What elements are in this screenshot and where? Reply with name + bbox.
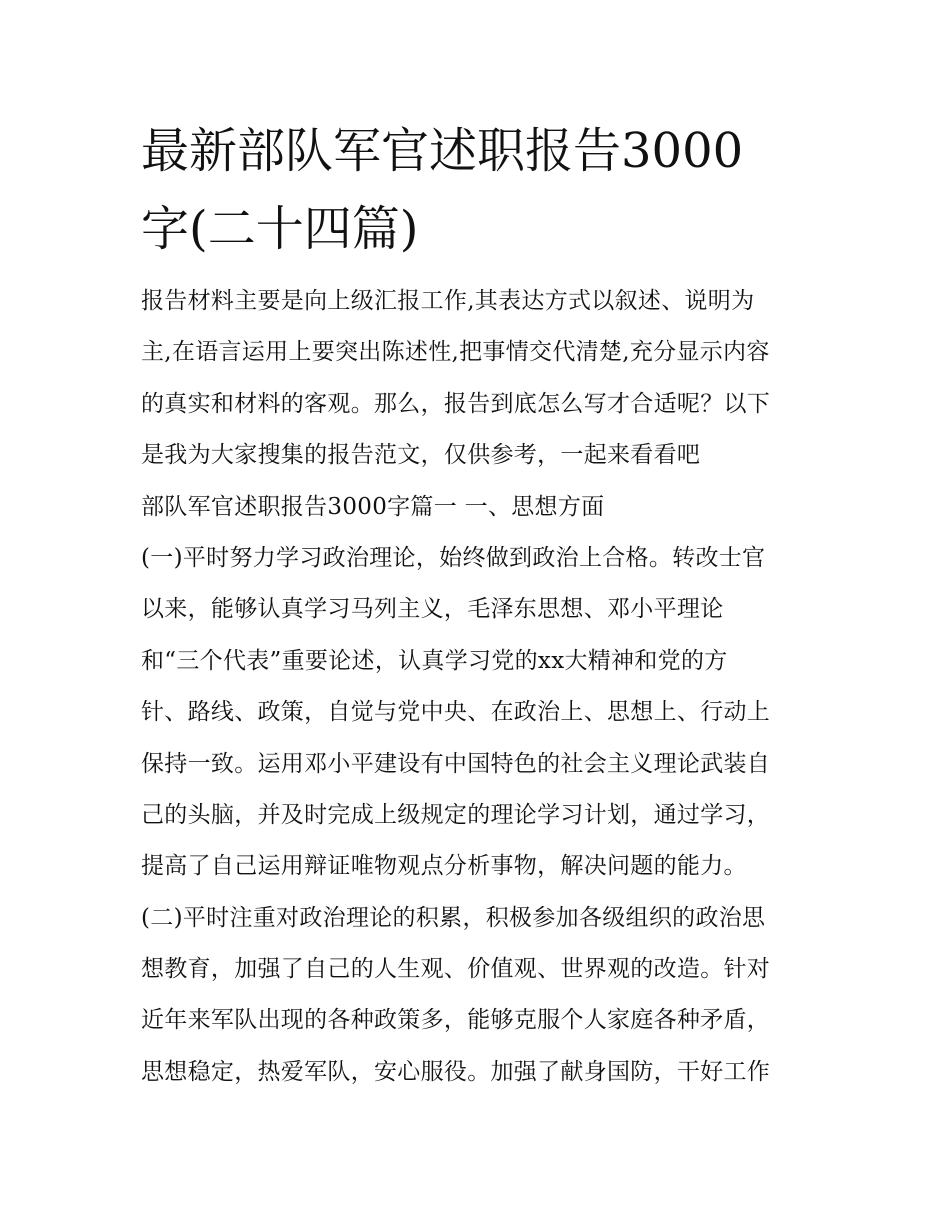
body-line: (二)平时注重对政治理论的积累，积极参加各级组织的政治思 [141, 904, 766, 931]
body-line: 以来，能够认真学习马列主义，毛泽东思想、邓小平理论 [141, 596, 724, 623]
document-body [141, 276, 821, 1098]
body-line: 保持一致。运用邓小平建设有中国特色的社会主义理论武装自 [141, 750, 771, 777]
title-line-1: 最新部队军官述职报告3000 [141, 123, 744, 179]
body-line: 报告材料主要是向上级汇报工作,其表达方式以叙述、说明为 [141, 288, 755, 314]
body-line: (一)平时努力学习政治理论，始终做到政治上合格。转改士官 [141, 544, 766, 571]
body-line: 是我为大家搜集的报告范文，仅供参考，一起来看看吧 [141, 442, 701, 469]
body-line: 主,在语言运用上要突出陈述性,把事情交代清楚,充分显示内容 [141, 339, 770, 366]
body-line: 想教育，加强了自己的人生观、价值观、世界观的改造。针对 [141, 956, 771, 983]
body-line: 针、路线、政策，自觉与党中央、在政治上、思想上、行动上 [141, 699, 771, 726]
body-line: 的真实和材料的客观。那么，报告到底怎么写才合适呢？以下 [141, 390, 771, 417]
document-title [141, 112, 821, 268]
body-line: 己的头脑，并及时完成上级规定的理论学习计划，通过学习， [141, 801, 771, 828]
title-line-2: 字(二十四篇) [141, 201, 419, 257]
body-line: 思想稳定，热爱军队，安心服役。加强了献身国防，干好工作 [141, 1058, 771, 1085]
body-line: 提高了自己运用辩证唯物观点分析事物，解决问题的能力。 [141, 853, 747, 880]
body-line: 和“三个代表”重要论述，认真学习党的xx大精神和党的方 [141, 647, 728, 674]
section-heading-line: 部队军官述职报告3000字篇一 一、思想方面 [141, 493, 605, 520]
body-line: 近年来军队出现的各种政策多，能够克服个人家庭各种矛盾， [141, 1007, 771, 1034]
